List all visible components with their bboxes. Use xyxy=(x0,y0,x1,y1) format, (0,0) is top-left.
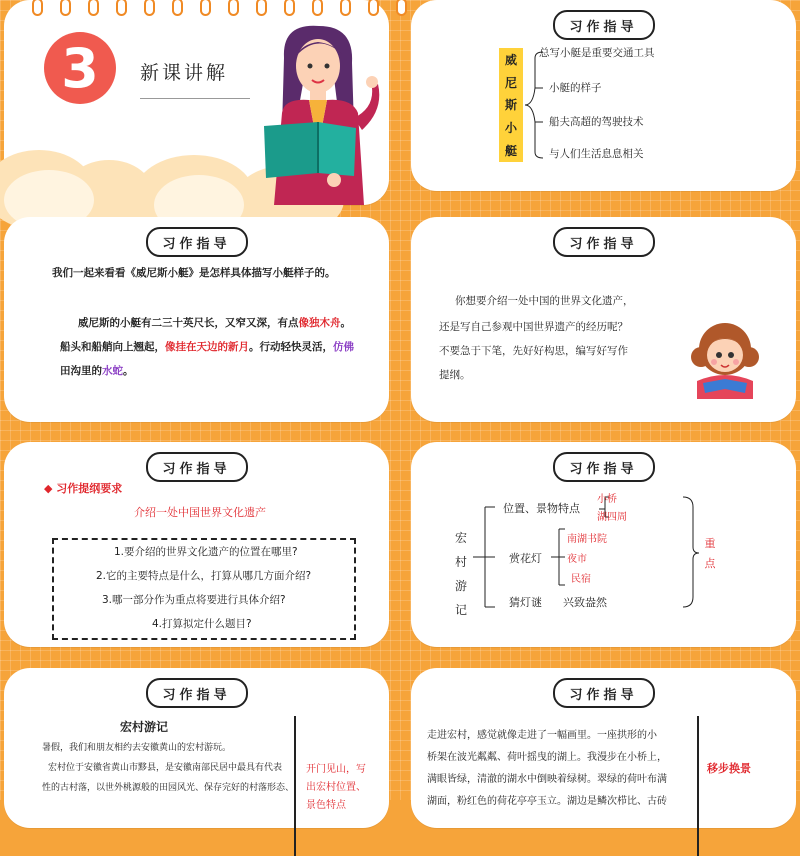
passage-line-3: 田沟里的水蛇。 xyxy=(60,365,134,377)
slide-2-header-pill: 习作指导 xyxy=(553,10,655,40)
slide-2-thumbnail[interactable] xyxy=(411,0,796,191)
slide-4-thumbnail[interactable] xyxy=(411,217,796,422)
question: 2.它的主要特点是什么，打算从哪几方面介绍? xyxy=(96,570,312,582)
note-divider xyxy=(697,716,699,856)
mindmap-leaf: 小桥 xyxy=(597,494,617,505)
outline-item: 与人们生活息息相关 xyxy=(549,148,644,160)
slide-7-thumbnail[interactable] xyxy=(4,668,389,828)
question: 3.哪一部分作为重点将要进行具体介绍? xyxy=(102,594,286,606)
question: 4.打算拟定什么题目? xyxy=(152,618,252,630)
body-line: 不要急于下笔，先好好构思，编写好写作 xyxy=(439,345,628,357)
essay-line: 湖面，粉红色的荷花亭亭玉立。湖边是鳞次栉比、古砖 xyxy=(427,796,667,807)
body-line: 提纲。 xyxy=(439,369,471,381)
question: 1.要介绍的世界文化遗产的位置在哪里? xyxy=(114,546,298,558)
focus-label: 重 点 xyxy=(704,537,716,570)
mindmap-leaf: 夜市 xyxy=(567,554,587,565)
mindmap-leaf: 南湖书院 xyxy=(567,534,607,545)
outline-subtitle: 介绍一处中国世界文化遗产 xyxy=(134,506,266,519)
margin-note: 出宏村位置、 xyxy=(306,782,366,793)
slide-6-thumbnail[interactable] xyxy=(411,442,796,647)
mindmap-leaf: 民宿 xyxy=(571,574,591,585)
mindmap-branch: 位置、景物特点 xyxy=(503,502,580,515)
mindmap-root: 宏 村 游 记 xyxy=(454,531,467,617)
subject-char: 小 xyxy=(504,121,517,136)
margin-note: 移步换景 xyxy=(707,762,751,775)
note-divider xyxy=(294,716,296,856)
subject-char: 尼 xyxy=(504,75,517,90)
margin-note: 景色特点 xyxy=(306,800,346,811)
mindmap-branch: 猜灯谜 xyxy=(509,596,542,609)
subject-box xyxy=(499,48,523,162)
mindmap-leaf: 湖四周 xyxy=(597,512,627,523)
subject-char: 威 xyxy=(504,52,517,67)
essay-line: 暑假，我们和朋友相约去安徽黄山的宏村游玩。 xyxy=(42,743,232,753)
essay-line: 性的古村落，以世外桃源般的田园风光、保存完好的村落形态、 xyxy=(42,783,295,793)
slide-4-header-pill: 习作指导 xyxy=(553,227,655,257)
girl-reading-illustration xyxy=(689,317,761,399)
subject-char: 艇 xyxy=(504,144,517,159)
slide-1-thumbnail[interactable] xyxy=(4,0,389,205)
outline-item: 总写小艇是重要交通工具 xyxy=(539,47,655,59)
slide-6-header-pill: 习作指导 xyxy=(553,452,655,482)
intro-line: 我们一起来看看《威尼斯小艇》是怎样具体描写小艇样子的。 xyxy=(52,267,336,279)
slide-5-thumbnail[interactable] xyxy=(4,442,389,647)
slide-8-thumbnail[interactable] xyxy=(411,668,796,828)
slide-3-header-pill: 习作指导 xyxy=(146,227,248,257)
section-number-badge xyxy=(44,32,116,104)
slide-5-header-pill: 习作指导 xyxy=(146,452,248,482)
body-line: 你想要介绍一处中国的世界文化遗产， xyxy=(455,295,634,307)
section-number: 3 xyxy=(61,36,99,100)
margin-note: 开门见山，写 xyxy=(306,764,366,775)
teacher-illustration xyxy=(254,18,384,205)
essay-line: 宏村位于安徽省黄山市黟县，是安徽南部民居中最具有代表 xyxy=(48,763,283,773)
mindmap-branch: 兴致盎然 xyxy=(563,596,607,609)
mindmap-branch: 赏花灯 xyxy=(509,552,542,565)
slide-8-header-pill: 习作指导 xyxy=(553,678,655,708)
slide-7-header-pill: 习作指导 xyxy=(146,678,248,708)
slide-3-thumbnail[interactable] xyxy=(4,217,389,422)
essay-line: 桥架在波光粼粼、荷叶摇曳的湖上。我漫步在小桥上， xyxy=(427,752,667,763)
section-title: 新课讲解 xyxy=(140,62,229,84)
essay-line: 走进宏村，感觉就像走进了一幅画里。一座拱形的小 xyxy=(427,730,657,741)
outline-item: 小艇的样子 xyxy=(549,82,602,94)
passage-line-2: 船头和船艄向上翘起，像挂在天边的新月。行动轻快灵活，仿佛 xyxy=(60,341,354,353)
subject-char: 斯 xyxy=(504,98,517,113)
essay-line: 满眼皆绿，清澈的湖水中倒映着绿树。翠绿的荷叶布满 xyxy=(427,774,667,785)
outline-item: 船夫高超的驾驶技术 xyxy=(549,116,644,128)
essay-title: 宏村游记 xyxy=(120,720,169,734)
title-underline xyxy=(140,98,250,99)
outline-heading: ◆ 习作提纲要求 xyxy=(44,482,123,495)
passage-line-1: 威尼斯的小艇有二三十英尺长，又窄又深，有点像独木舟。 xyxy=(78,317,351,329)
binder-rings xyxy=(32,0,407,16)
body-line: 还是写自己参观中国世界遗产的经历呢？ xyxy=(439,321,628,333)
diamond-bullet-icon: ◆ xyxy=(44,482,57,495)
